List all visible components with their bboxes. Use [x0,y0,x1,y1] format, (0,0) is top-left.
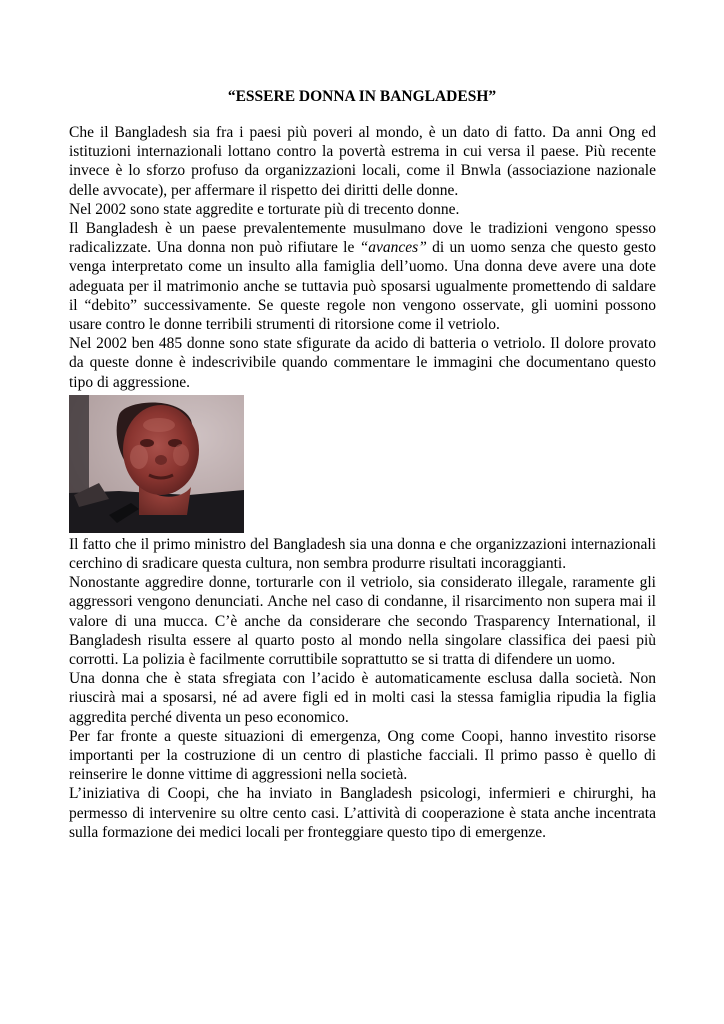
paragraph-3-text-b: di un uomo senza che questo gesto venga interpretato come un insulto alla famiglia dell’uomo. Una donna deve avere una dote adeguata per il matrimonio anche se tuttavia può sposarsi ugualmente promettendo di saldare il “debito” successivamente. Se queste regole non vengono osservate, gli uomini possono usare contro le donne terribili strumenti di ritorsione come il vetriolo. [69,239,656,334]
paragraph-2: Nel 2002 sono state aggredite e torturate più di trecento donne. [69,200,460,218]
avances-italic: “avances” [359,239,427,257]
paragraph-7: Una donna che è stata sfregiata con l’acido è automaticamente esclusa dalla società. Non riuscirà mai a sposarsi, né ad avere figli ed in molti casi la stessa famiglia ripudia la figlia aggredita perché diventa un peso economico. [69,670,656,726]
paragraph-3 [69,219,656,334]
paragraph-4: Nel 2002 ben 485 donne sono state sfigurate da acido di batteria o vetriolo. Il dolore provato da queste donne è indescrivibile quando commentare le immagini che documentano questo tipo di aggressione. [69,335,656,391]
paragraph-9: L’iniziativa di Coopi, che ha inviato in Bangladesh psicologi, infermieri e chirurghi, ha permesso di intervenire su oltre cento casi. L’attività di cooperazione è stata anche incentrata sulla formazione dei medici locali per fronteggiare questo tipo di emergenze. [69,785,656,841]
paragraph-3-text-a: Il Bangladesh è un paese prevalentemente musulmano dove le tradizioni vengono spesso radicalizzate. Una donna non può rifiutare le [69,220,656,257]
document-body [69,123,656,842]
paragraph-5: Il fatto che il primo ministro del Bangladesh sia una donna e che organizzazioni internazionali cerchino di sradicare questa cultura, non sembra produrre risultati incoraggianti. [69,535,656,573]
document-title: “ESSERE DONNA IN BANGLADESH” [227,88,497,105]
paragraph-1: Che il Bangladesh sia fra i paesi più poveri al mondo, è un dato di fatto. Da anni Ong ed istituzioni internazionali lottano contro la povertà estrema in cui versa il paese. Più recente invece è lo sforzo profuso da organizzazioni locali, come il Bnwla (associazione nazionale delle avvocate), per affermare il rispetto dei diritti delle donne. [69,124,656,199]
paragraph-8: Per far fronte a queste situazioni di emergenza, Ong come Coopi, hanno investito risorse importanti per la costruzione di un centro di plastiche facciali. Il primo passo è quello di reinserire le donne vittime di aggressioni nella società. [69,727,656,784]
paragraph-6: Nonostante aggredire donne, torturarle con il vetriolo, sia considerato illegale, raramente gli aggressori vengono denunciati. Anche nel caso di condanne, il risarcimento non supera mai il valore di una mucca. C’è anche da considerare che secondo Trasparency International, il Bangladesh risulta essere al quarto posto al mondo nella singolare classifica dei paesi più corrotti. La polizia è facilmente corruttibile soprattutto se si tratta di difendere un uomo. [69,574,656,669]
victim-photo [69,395,244,533]
